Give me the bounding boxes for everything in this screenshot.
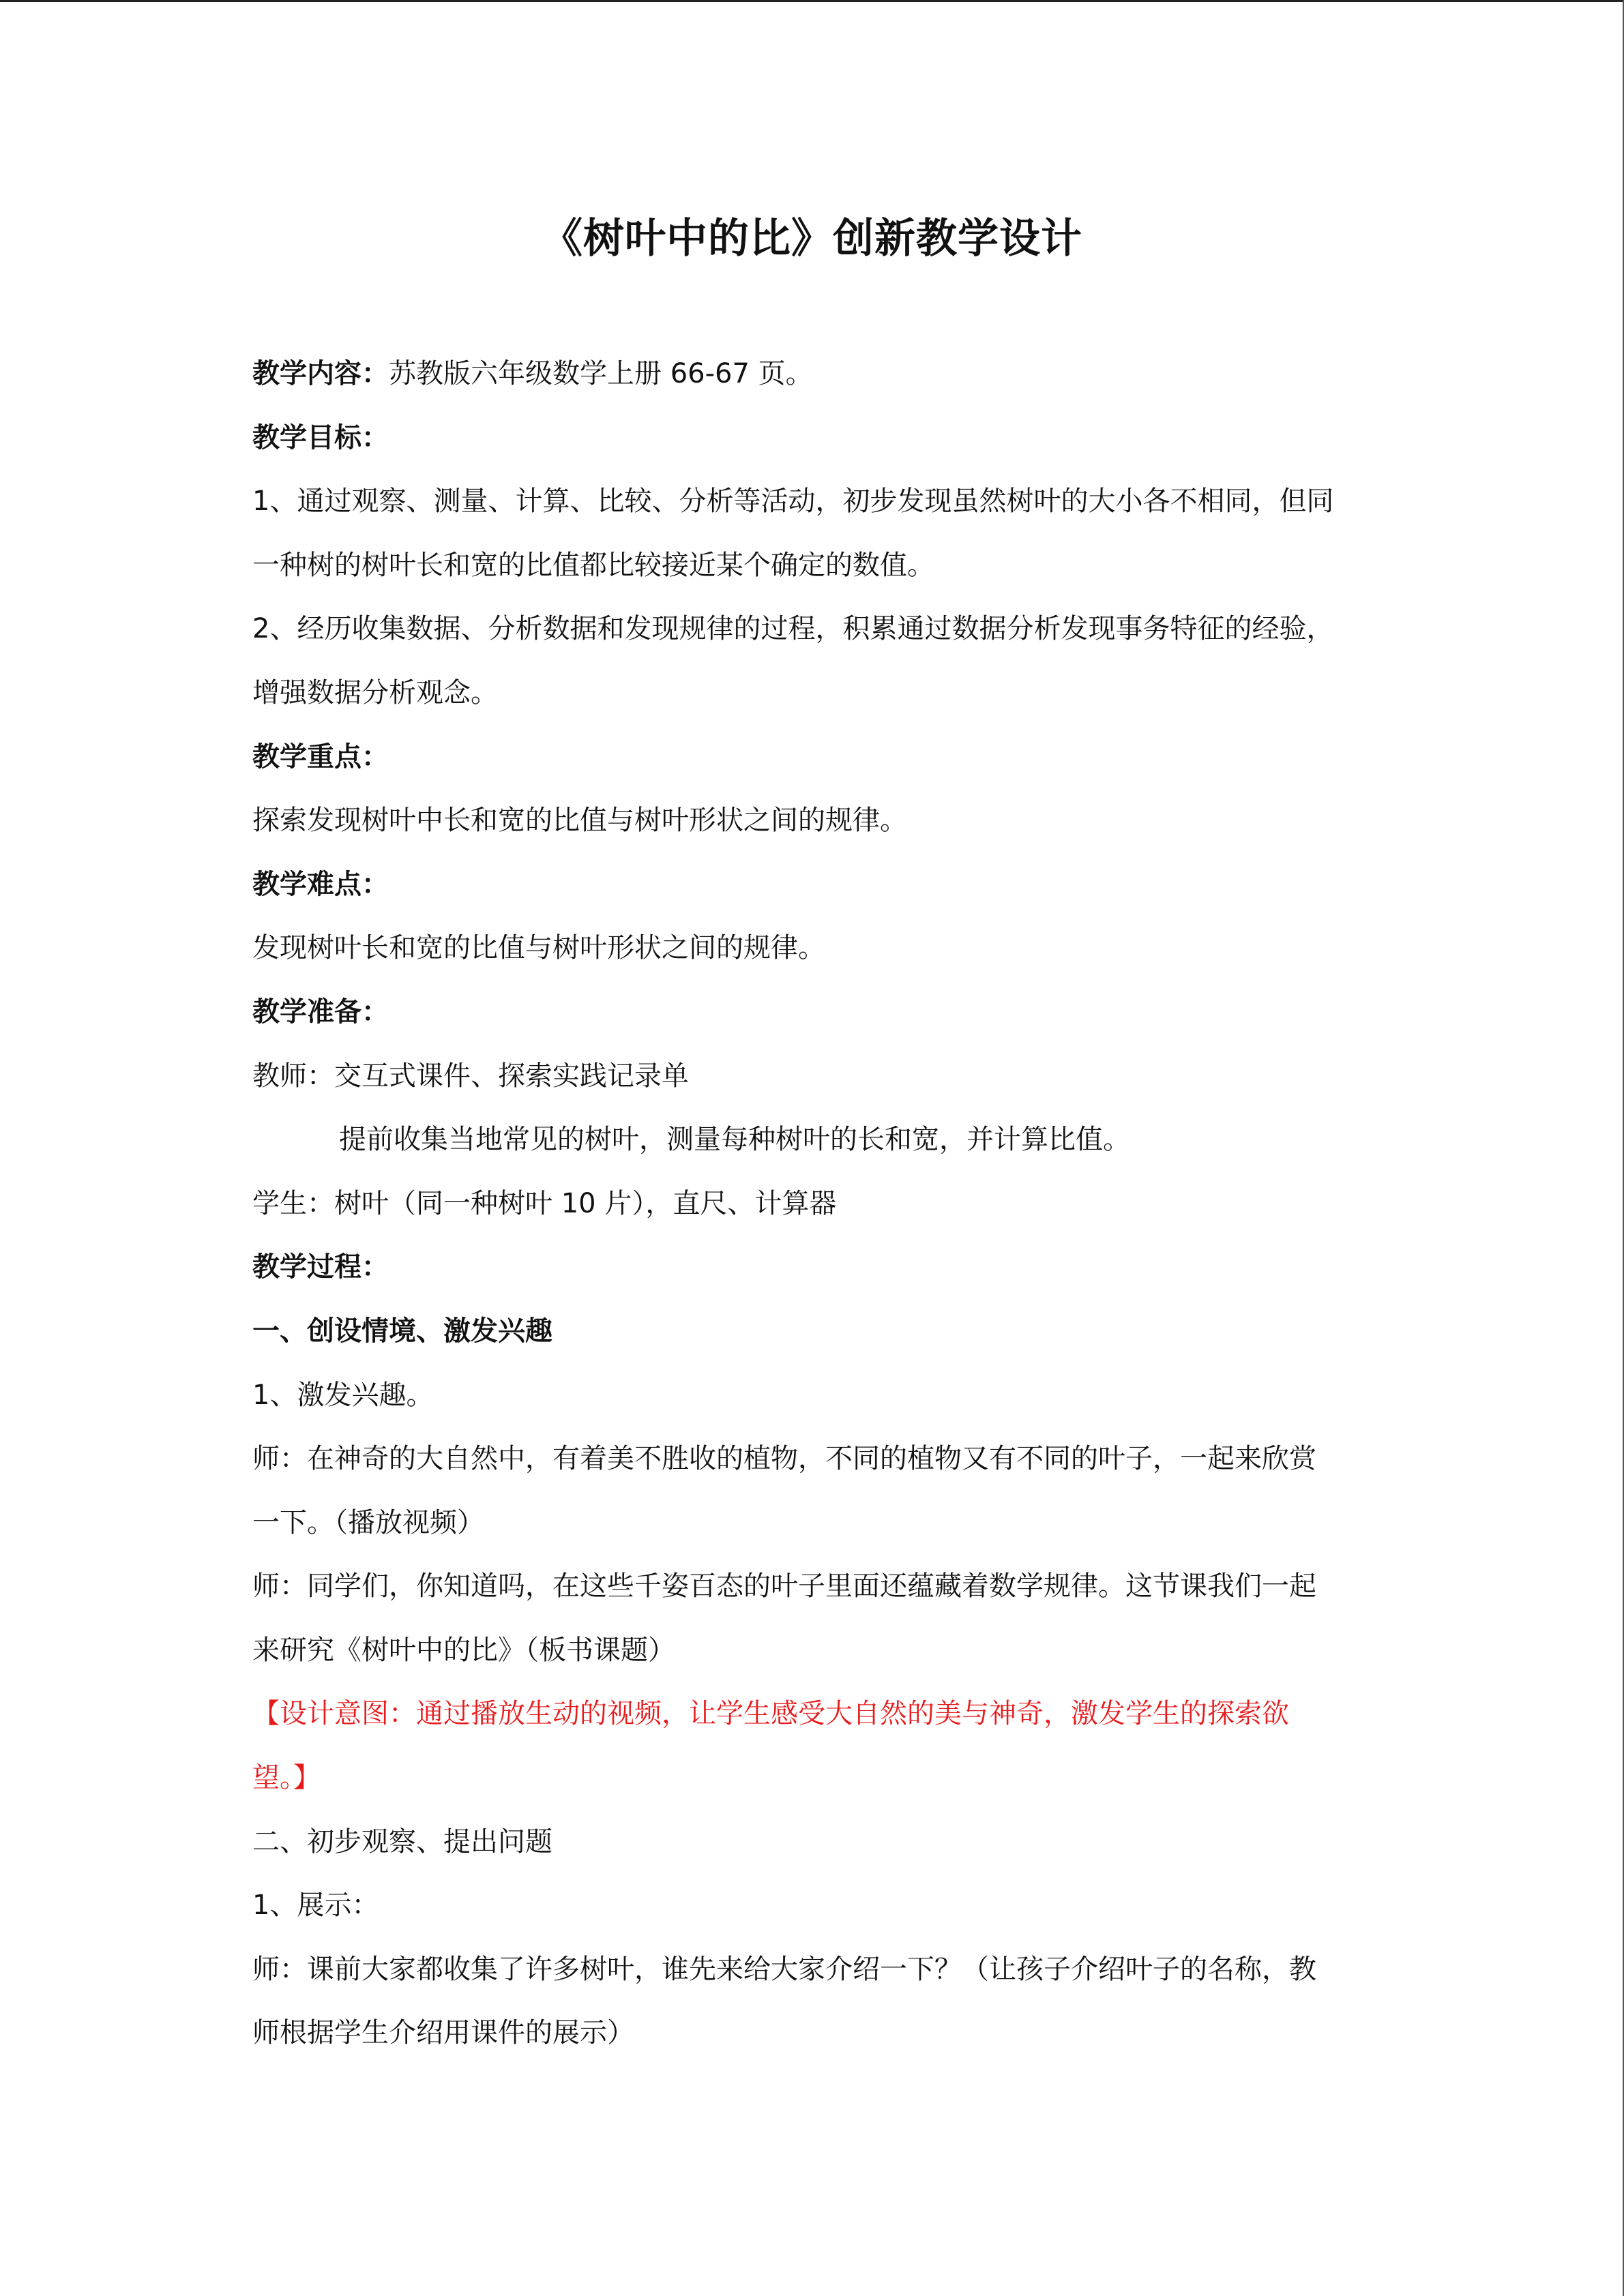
section-heading: 教学准备： [252,996,389,1028]
paragraph-line: 师根据学生介绍用课件的展示） [252,2017,634,2049]
paragraph-line: 师：在神奇的大自然中，有着美不胜收的植物，不同的植物又有不同的叶子，一起来欣赏 [252,1443,1316,1475]
paragraph-line: 1、通过观察、测量、计算、比较、分析等活动，初步发现虽然树叶的大小各不相同，但同 [252,486,1334,518]
paragraph-line: 探索发现树叶中长和宽的比值与树叶形状之间的规律。 [252,805,907,837]
teaching-content-line [252,342,1385,406]
paragraph-line: 一下。（播放视频） [252,1506,484,1538]
document-body [252,342,1385,2066]
design-intent-note: 望。】 [252,1762,321,1794]
paragraph-text: 苏教版六年级数学上册 66-67 页。 [389,358,813,389]
paragraph-line: 发现树叶长和宽的比值与树叶形状之间的规律。 [252,932,825,964]
paragraph-line: 1、展示： [252,1890,379,1922]
section-heading: 一、创设情境、激发兴趣 [252,1315,552,1347]
page-title: 《树叶中的比》创新教学设计 [542,215,1082,263]
paragraph-line: 1、激发兴趣。 [252,1379,434,1411]
paragraph-line: 提前收集当地常见的树叶，测量每种树叶的长和宽，并计算比值。 [339,1124,1130,1156]
paragraph-line: 师：同学们，你知道吗，在这些千姿百态的叶子里面还蕴藏着数学规律。这节课我们一起 [252,1570,1316,1602]
section-heading-plain: 二、初步观察、提出问题 [252,1825,552,1858]
section-heading: 教学难点： [252,868,389,900]
paragraph-line: 学生：树叶（同一种树叶 10 片），直尺、计算器 [252,1187,837,1219]
paragraph-line: 师：课前大家都收集了许多树叶，谁先来给大家介绍一下？（让孩子介绍叶子的名称，教 [252,1953,1316,1985]
section-heading: 教学重点： [252,741,389,773]
paragraph-line: 一种树的树叶长和宽的比值都比较接近某个确定的数值。 [252,549,934,581]
page-top-border [0,0,1624,2]
section-label: 教学内容： [252,358,389,389]
paragraph-line: 来研究《树叶中的比》（板书课题） [252,1634,675,1666]
design-intent-note: 【设计意图：通过播放生动的视频，让学生感受大自然的美与神奇，激发学生的探索欲 [252,1698,1289,1730]
paragraph-line: 2、经历收集数据、分析数据和发现规律的过程，积累通过数据分析发现事务特征的经验， [252,613,1334,645]
section-heading: 教学目标： [252,421,389,453]
paragraph-line: 增强数据分析观念。 [252,676,498,709]
paragraph-line: 教师：交互式课件、探索实践记录单 [252,1060,689,1092]
section-heading: 教学过程： [252,1251,389,1283]
